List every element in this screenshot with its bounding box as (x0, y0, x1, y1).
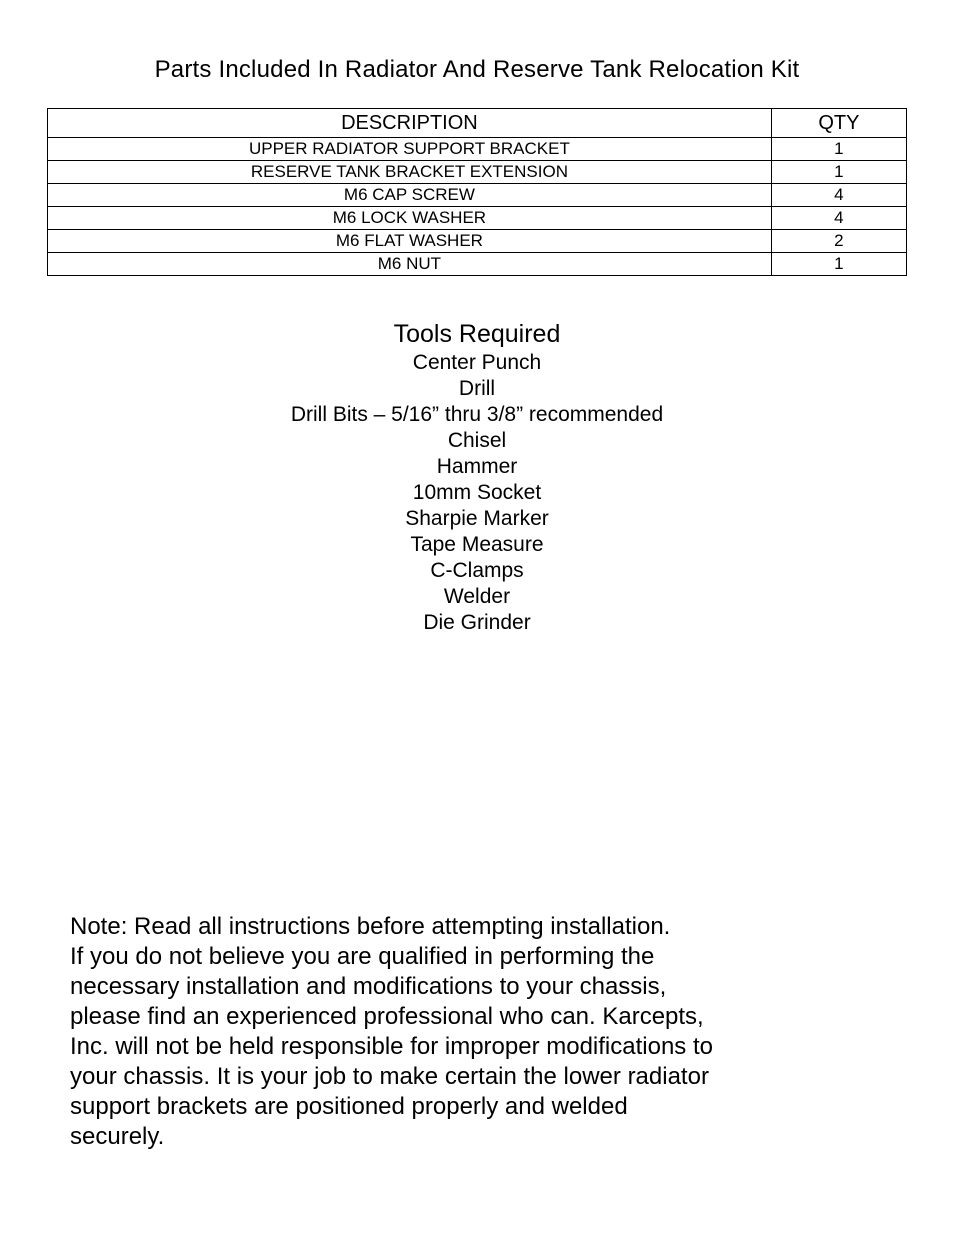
note-line: If you do not believe you are qualified in performing the (70, 943, 655, 970)
qty-header: QTY (771, 109, 906, 138)
part-description: M6 LOCK WASHER (48, 207, 772, 230)
description-header: DESCRIPTION (48, 109, 772, 138)
note-line: Inc. will not be held responsible for improper modifications to (70, 1033, 713, 1060)
page-title: Parts Included In Radiator And Reserve Tank Relocation Kit (154, 56, 800, 83)
table-row (48, 230, 907, 253)
tools-list (0, 350, 954, 636)
part-qty: 4 (771, 184, 906, 207)
tool-item: Hammer (436, 455, 518, 478)
note-line: securely. (70, 1123, 165, 1150)
tool-item: 10mm Socket (412, 481, 542, 504)
note-line: please find an experienced professional who can. Karcepts, (70, 1003, 704, 1030)
parts-table (47, 108, 907, 276)
note-line: necessary installation and modifications to your chassis, (70, 973, 667, 1000)
table-row (48, 138, 907, 161)
table-header-row (48, 109, 907, 138)
tool-item: Center Punch (412, 351, 542, 374)
note-line: your chassis. It is your job to make certain the lower radiator (70, 1063, 709, 1090)
part-description: M6 NUT (48, 253, 772, 276)
tool-item: Sharpie Marker (405, 507, 549, 530)
tools-section (0, 318, 954, 636)
tool-item: Welder (443, 585, 511, 608)
part-qty: 2 (771, 230, 906, 253)
installation-note (70, 912, 900, 1152)
tool-item: Chisel (447, 429, 507, 452)
note-line: support brackets are positioned properly and welded (70, 1093, 628, 1120)
part-description: M6 CAP SCREW (48, 184, 772, 207)
tool-item: Drill Bits – 5/16” thru 3/8” recommended (290, 403, 664, 426)
part-description: M6 FLAT WASHER (48, 230, 772, 253)
table-row (48, 184, 907, 207)
tools-title: Tools Required (393, 320, 561, 348)
part-qty: 4 (771, 207, 906, 230)
table-row (48, 161, 907, 184)
part-description: UPPER RADIATOR SUPPORT BRACKET (48, 138, 772, 161)
table-row (48, 253, 907, 276)
part-description: RESERVE TANK BRACKET EXTENSION (48, 161, 772, 184)
tool-item: Tape Measure (410, 533, 544, 556)
tool-item: Die Grinder (423, 611, 531, 634)
part-qty: 1 (771, 138, 906, 161)
part-qty: 1 (771, 253, 906, 276)
note-line: Note: Read all instructions before attempting installation. (70, 913, 671, 940)
table-row (48, 207, 907, 230)
tool-item: C-Clamps (430, 559, 524, 582)
part-qty: 1 (771, 161, 906, 184)
tool-item: Drill (458, 377, 496, 400)
